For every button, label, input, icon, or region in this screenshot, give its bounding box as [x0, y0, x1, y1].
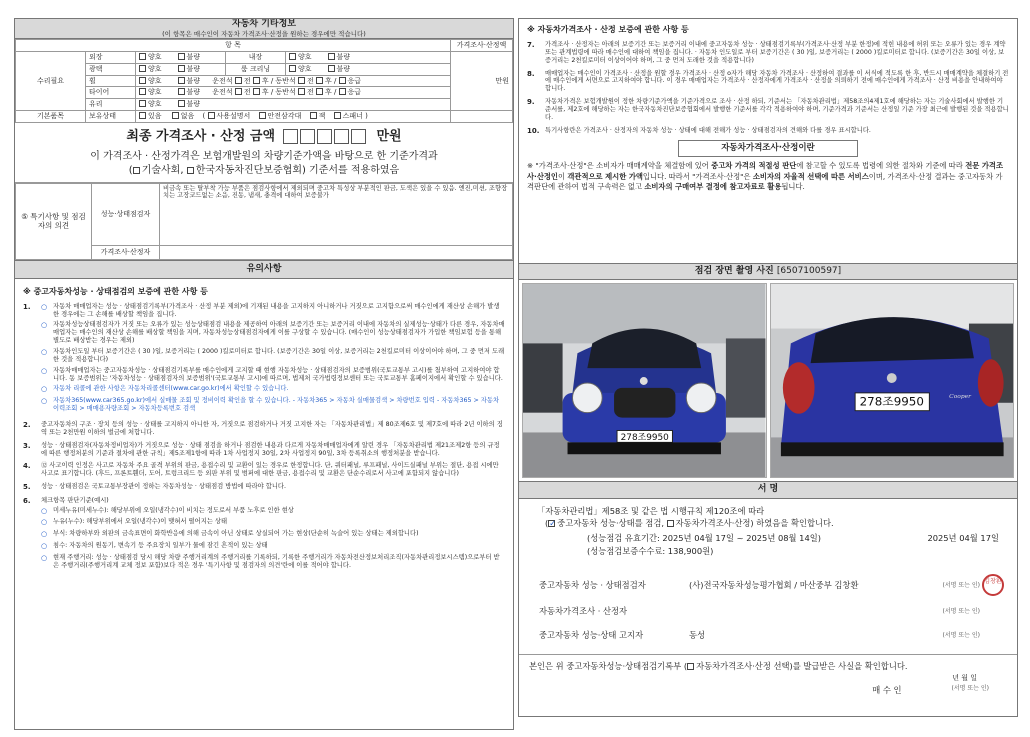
receipt-appraisal-checkbox[interactable]	[687, 663, 694, 670]
appraisal-heading: ※ 자동차가격조사 · 산정 보증에 관한 사항 등	[527, 25, 689, 34]
bullet-icon: ○	[41, 553, 48, 562]
tire-bad-checkbox[interactable]	[178, 88, 185, 95]
wheel-driver-back-checkbox[interactable]	[253, 77, 260, 84]
notice-item-text: ⑫ 사고이력 인정은 사고로 자동차 주요 골격 부위의 판금, 용접수리 및 교환이 있는 경우로 한정합니다. 단, 쿼터패널, 루프패널, 사이드실패널 부위는 절단, 용접 시에만 사고로 표기합니다. (후드, 프론트휀더, 도어, 트렁크리드 등 외판 부위 및 범퍼에 대한 판금, 용접수리 및 교환은 단순수리로서 사고에 포함되지 않습니다)	[41, 462, 499, 478]
appraisal-item	[527, 70, 1009, 94]
engineers-society-label: 기술사회,	[141, 165, 184, 176]
sign-date: 2025년 04월 17일	[927, 533, 999, 544]
special-notes-label: ⑤ 특기사항 및 점검자의 의견	[16, 183, 92, 259]
basic-items-label: 기본품목	[16, 110, 86, 122]
notice-heading: ※ 중고자동차성능 · 상태점검의 보증에 관한 사항 등	[23, 286, 208, 296]
tire-pass-back-checkbox[interactable]	[316, 88, 323, 95]
notice-bullet: 자동차인도일 부터 보증기간은 ( 30 )일, 보증거리는 ( 2000 )킬로미터로 합니다. (보증기간은 30일 이상, 보증거리는 2천킬로미터 이상이어야 하며, 그 중 먼저 도래한 것을 적용합니다)	[53, 348, 505, 363]
car-rear-image	[771, 284, 1014, 477]
driver-seat-label: 운전석	[212, 76, 233, 85]
opt-bad-label: 불량	[186, 88, 201, 97]
notice-body	[15, 279, 513, 582]
seal-text: 김창환	[984, 578, 1002, 586]
bullet-icon: ○	[41, 518, 48, 527]
emergency-label: 응급	[347, 88, 362, 97]
opt-bad-label: 불량	[186, 53, 201, 62]
passenger-seat-label: 동반석	[275, 88, 296, 97]
notice-item-text: 성능 · 상태점검자(자동차정비업자)가 거짓으로 성능 · 상태 점검을 하거나 점검한 내용과 다르게 자동차매매업자에게 알린 경우 「자동차관리법 제21조제2항 등의 규정에 따른 행정처분의 기준과 절차에 관한 규칙」제5조제1항에 따라 1차 사업정지 30일, 2차 사업정지 90일, 3차 등록취소의 행정처분을 받습니다.	[41, 441, 500, 457]
recall-link[interactable]: 자동차 리콜에 관한 사항은 자동차리콜센터(www.car.go.kr)에서 확인할 수 있습니다.	[53, 385, 289, 393]
appraisal-item	[527, 98, 1009, 122]
final-price-label: 최종 가격조사 · 산정 금액	[126, 128, 276, 144]
wheel-pass-back-checkbox[interactable]	[316, 77, 323, 84]
notifier-sign-note: (서명 또는 인)	[942, 631, 980, 639]
photo-code: [6507100597]	[776, 266, 842, 276]
notice-item-num: 5.	[23, 483, 31, 492]
tire-good-checkbox[interactable]	[139, 88, 146, 95]
bullet-icon: ○	[41, 385, 48, 394]
diagnosis-assoc-checkbox[interactable]	[187, 167, 194, 174]
glass-good-checkbox[interactable]	[139, 100, 146, 107]
validity-period: (성능점검 유효기간: 2025년 04월 17일 ~ 2025년 08월 14일)	[587, 533, 821, 544]
bullet-icon: ○	[41, 506, 48, 515]
notice-item	[23, 303, 505, 416]
notice-title: 유의사항	[15, 260, 513, 279]
what-bold: 소비자의 구매여부 결정에 참고자료로 활용	[644, 182, 782, 192]
repair-label: 수리필요	[16, 52, 86, 111]
confirm-performance-label: 중고자동차 성능·상태를 점검,	[557, 518, 664, 529]
triangle-label: 안전삼각대	[267, 111, 302, 120]
row-gloss: 광택	[86, 63, 136, 75]
extra-info-header	[15, 19, 513, 39]
bullet-icon: ○	[41, 397, 48, 406]
notice-item	[23, 483, 505, 492]
notifier-name: 동성	[689, 630, 706, 641]
bullet-icon: ○	[41, 321, 48, 330]
sig-paren: (	[545, 518, 549, 529]
front-label: 전	[306, 88, 314, 97]
back-label: 후 /	[261, 76, 274, 85]
front-plate-text: 278조9950	[620, 433, 669, 444]
front-label: 전	[306, 76, 314, 85]
car-front-photo	[522, 283, 767, 478]
notice-bullet: 침수: 자동차의 원동기, 변속기 등 주요장치 일부가 물에 잠긴 흔적이 있는 상태	[53, 541, 268, 549]
jack-label: 잭	[318, 111, 326, 120]
notice-bullet: 누유(누수): 해당부위에서 오일(냉각수)이 맺혀서 떨어지는 상태	[53, 518, 228, 526]
photo-box	[518, 264, 1018, 482]
appraisal-item-num: 9.	[527, 98, 535, 107]
opt-good-label: 양호	[148, 88, 162, 97]
price-unit: 만원	[451, 52, 513, 111]
row-exterior: 외장	[86, 52, 136, 64]
performance-check-checkbox[interactable]	[548, 520, 555, 527]
final-price-boxes[interactable]	[283, 129, 368, 147]
gloss-bad-checkbox[interactable]	[178, 65, 185, 72]
jack-checkbox[interactable]	[310, 112, 317, 119]
opt-bad-label: 불량	[336, 64, 351, 73]
signature-box	[518, 482, 1018, 717]
basic-no-label: 없음	[180, 111, 195, 120]
what-bold: 객관적으로 제시한 가액	[567, 171, 643, 181]
final-price-unit: 만원	[376, 128, 402, 144]
exterior-good-checkbox[interactable]	[139, 53, 146, 60]
appraisal-item-num: 10.	[527, 126, 540, 135]
bullet-icon: ○	[41, 348, 48, 357]
wheel-pass-front-checkbox[interactable]	[298, 77, 305, 84]
receipt-date: 년 월 일	[952, 673, 977, 682]
opt-bad-label: 불량	[186, 64, 201, 73]
opt-good-label: 양호	[148, 53, 162, 62]
notice-item-text: 중고자동차의 구조 · 장치 등의 성능 · 상태를 고지하지 아니한 자, 거짓으로 점검하거나 거짓 고지한 자는 「자동차관리법」제 80조제6호 및 제7호에 따라 2년 이하의 징역 또는 2천만원 이하의 벌금에 처합니다.	[41, 420, 503, 436]
spanner-label: 스패너 )	[342, 111, 368, 120]
what-text: 이며, 가격조사·산정 결과는 중고자동차 가격판단에 관하여 법적 구속력은 없고	[527, 171, 1003, 192]
what-bold: 소비자의 자율적 선택에 따른 서비스	[752, 171, 869, 181]
row-room-cleaning: 룸 크리닝	[226, 63, 286, 75]
what-bold: 중고차 가격의 적절성 판단	[711, 161, 797, 171]
wheel-driver-front-checkbox[interactable]	[235, 77, 242, 84]
notice-item-num: 1.	[23, 302, 31, 311]
inspector-seal	[982, 574, 1004, 596]
what-is-appraisal-text	[527, 161, 1009, 193]
front-label: 전	[243, 76, 251, 85]
opt-good-label: 양호	[298, 53, 312, 62]
inspector-opinion-text: 비금속 또는 탈부착 가능 부품은 점검사항에서 제외되며 중고차 특성상 부분적인 판금, 도색은 있을 수 있음. 엔진,미션, 조향장치는 고장코드없는 소음, 진동, 냄새, 충격에 대하여 보증불가	[160, 183, 513, 245]
wheel-good-checkbox[interactable]	[139, 77, 146, 84]
confirm-appraisal-label: 자동차가격조사·산정) 하였음을 확인합니다.	[675, 518, 834, 529]
final-price-block	[15, 123, 513, 183]
back-label: 후 /	[324, 88, 337, 97]
cleaning-bad-checkbox[interactable]	[328, 65, 335, 72]
appraiser-opinion-label: 가격조사·산정자	[92, 245, 160, 259]
bullet-icon: ○	[41, 302, 48, 311]
basic-paren-open: (	[202, 111, 208, 120]
what-text: 입니다. 따라서 "가격조사·산정"은	[642, 171, 753, 181]
photo-title	[519, 264, 1017, 280]
front-label: 전	[243, 88, 251, 97]
emergency-label: 응급	[347, 76, 362, 85]
notice-item	[23, 497, 505, 573]
tire-pass-front-checkbox[interactable]	[298, 88, 305, 95]
inspector-sign-note: (서명 또는 인)	[942, 581, 980, 589]
interior-bad-checkbox[interactable]	[328, 53, 335, 60]
opt-good-label: 양호	[148, 76, 162, 85]
receipt-text-b: 자동차가격조사·산정 선택)를 발급받은 사실을 확인합니다.	[696, 661, 908, 672]
gloss-good-checkbox[interactable]	[139, 65, 146, 72]
appraisal-item-text: 자동차가격은 보험개발원이 정한 차량기준가액을 기준가격으로 조사 · 산정 하되, 기준서는 「자동차관리법」제58조의4제1호에 해당하는 자는 기술사회에서 발행한 기준서를, 제2호에 해당하는 자는 한국자동차진단보증협회에서 발행한 기준서를 각각 적용하여야 하며, 기준가격과 기준서는 산정일 기준 가장 최근에 발행된 것을 적용합니다.	[545, 98, 1009, 121]
back-label: 후 /	[324, 76, 337, 85]
notice-item-num: 6.	[23, 496, 31, 505]
notice-item	[23, 442, 505, 458]
tire-driver-front-checkbox[interactable]	[235, 88, 242, 95]
opt-bad-label: 불량	[186, 76, 201, 85]
what-text: 이	[557, 171, 568, 181]
triangle-checkbox[interactable]	[259, 112, 266, 119]
diagnosis-assoc-label: 한국자동차진단보증협회) 기준서를 적용하였음	[195, 165, 400, 176]
notice-bullet: 부식: 차량하부와 외판의 금속표면이 화학반응에 의해 금속이 아닌 상태로 상실되어 가는 현상(단순히 녹슬어 있는 상태는 제외합니다)	[53, 530, 419, 538]
appraiser-opinion-text[interactable]	[160, 245, 513, 259]
notifier-label: 중고자동차 성능·상태 고지자	[539, 630, 644, 641]
row-tire: 타이어	[86, 87, 136, 99]
opt-good-label: 양호	[148, 64, 162, 73]
basic-status-label: 보유상태	[86, 110, 136, 122]
col-price-header: 가격조사·산정액	[451, 40, 513, 52]
car-front-image	[523, 284, 766, 477]
notice-item	[23, 462, 505, 478]
cleaning-good-checkbox[interactable]	[289, 65, 296, 72]
wheel-emergency-checkbox[interactable]	[339, 77, 346, 84]
signature-law: 「자동차관리법」제58조 및 같은 법 시행규칙 제120조에 따라	[537, 505, 765, 516]
appraiser-sign-note: (서명 또는 인)	[942, 607, 980, 615]
bullet-icon: ○	[41, 366, 48, 375]
receipt-text-a: 본인은 위 중고자동차성능·상태점검기록부 (	[529, 661, 688, 672]
photo-title-text: 점검 장면 촬영 사진	[694, 266, 774, 276]
passenger-seat-label: 동반석	[275, 76, 296, 85]
notice-bullet: 자동차성능상태점검자가 거짓 또는 오류가 있는 성능상태점검 내용을 제공하여 아래의 보증기간 또는 보증거리 이내에 자동차의 실제성능·상태가 다른 경우, 자동차매매업자는 매수인의 재산상 손해를 배상할 책임을 지며, 자동차성능상태점검자에게 이를 구상할 수 있습니다. (매수인이 성능상태점검자가 가입한 책임보험 등을 통해 별도로 배상받는 경우는 제외)	[53, 321, 505, 345]
notice-bullet: 현재 주행거리: 성능 · 상태점검 당시 해당 차량 주행거리계의 주행거리를 기록하되, 기록한 주행거리가 자동차전산정보처리조직(자동차관리정보시스템)으로부터 받은 주행거리(주행거리계 교체 정보 포함)보다 적은 경우 '특기사항 및 점검자의 의견'란에 이를 적어야 합니다.	[53, 553, 500, 569]
wheel-bad-checkbox[interactable]	[178, 77, 185, 84]
buyer-label: 매 수 인	[872, 685, 902, 696]
driver-seat-label: 운전석	[212, 88, 233, 97]
rear-badge-text: Cooper	[948, 393, 971, 401]
notice-bullet: 자동차 매매업자는 성능 · 상태점검기록부(가격조사 · 산정 부분 제외)에 기재된 내용을 고지하지 아니하거나 거짓으로 고지함으로써 매수인에게 재산상 손해가 발생한 경우에는 그 손해를 배상할 책임을 집니다.	[53, 302, 500, 318]
appraisal-item-text: 가격조사 · 산정자는 아래의 보증기간 또는 보증거리 이내에 중고자동차 성능 · 상태점검기록부(가격조사·산정 부분 한정)에 적힌 내용에 허위 또는 오류가 있는 경우 계약 또는 관계법령에 따라 매수인에 대하여 책임을 집니다. · 자동차 인도일로 부터 보증기간은 ( 30 )일, 보증거리는 ( 2000 )킬로미터로 합니다. (보증기간은 30일 이상, 보증거리는 2천킬로미터 이상이어야 하며, 그 중 먼저 도래한 것을 적용합니다)	[545, 41, 1006, 64]
row-glass: 유리	[86, 99, 136, 111]
signature-title: 서 명	[519, 482, 1017, 498]
opt-bad-label: 불량	[186, 100, 201, 109]
glass-bad-checkbox[interactable]	[178, 100, 185, 107]
tire-driver-back-checkbox[interactable]	[253, 88, 260, 95]
engineers-society-checkbox[interactable]	[133, 167, 140, 174]
basic-yes-label: 있음	[148, 111, 162, 120]
final-price-note: 이 가격조사 · 산정가격은 보험개발원의 차량기준가액을 바탕으로 한 기준가격과	[90, 150, 438, 162]
notice-item-num: 3.	[23, 441, 31, 450]
bullet-icon: ○	[41, 530, 48, 539]
interior-good-checkbox[interactable]	[289, 53, 296, 60]
what-text: ※ "가격조사·산정"은 소비자가 매매계약을 체결함에 있어	[527, 161, 712, 171]
appraisal-item	[527, 127, 1009, 136]
what-bold: 전문 가격조사·산정인	[527, 161, 1004, 181]
basic-yes-checkbox[interactable]	[139, 112, 146, 119]
notice-item-text: 성능 · 상태점검은 국토교통부장관이 정하는 자동차성능 · 상태점검 방법에 따라야 합니다.	[41, 483, 287, 491]
appraisal-item-num: 7.	[527, 41, 535, 49]
inspector-opinion-label: 성능·상태점검자	[92, 183, 160, 245]
car-rear-photo	[770, 283, 1015, 478]
left-column	[14, 18, 514, 730]
notice-bullet: 자동차매매업자는 중고자동차성능 · 상태점검기록부를 매수인에게 고지할 때 현행 자동차성능 · 상태점검자의 보증범위(국토교통부 고시)를 첨부하여 고지하여야 합니다. 동 보증범위는 '자동차성능 · 상태점검자의 보증범위'(국토교통부 고시)에 따르며, 법제처 국가법령정보센터 또는 국토교통부 홈페이지에서 확인할 수 있습니다.	[53, 366, 503, 382]
tire-emergency-checkbox[interactable]	[339, 88, 346, 95]
spanner-checkbox[interactable]	[334, 112, 341, 119]
appraisal-item-text: 매매업자는 매수인이 가격조사 · 산정을 원할 경우 가격조사 · 산정 o자가 해당 자동차 가격조사 · 산정하여 결과를 이 서식에 적도록 한 후, 반드시 매매계약을 체결하기 전에 매수인에게 서면으로 고지하여야 합니다. 이 경우 매매업자는 가격조사 · 산정자에게 가격조사 · 산정을 의뢰하기 전에 매수인에게 가격조사 · 산정 비용을 안내하여야 합니다.	[545, 69, 1009, 93]
notice-bullet: 미세누유(미세누수): 해당부위에 오일(냉각수)이 비치는 정도로서 부품 노후로 인한 현상	[53, 506, 294, 514]
what-text: 됩니다.	[781, 182, 805, 192]
buyer-sign-note: (서명 또는 인)	[951, 685, 989, 693]
appraisal-guarantee-box	[518, 18, 1018, 264]
appraisal-item-num: 8.	[527, 69, 535, 78]
row-interior: 내장	[226, 52, 286, 64]
special-notes-table	[15, 183, 513, 260]
col-item-header: 항 목	[16, 40, 451, 52]
final-paren: (	[128, 165, 133, 176]
what-is-appraisal-title: 자동차가격조사·산정이란	[678, 140, 858, 157]
guarantee-fee: (성능점검보증수수료: 138,900원)	[587, 546, 714, 557]
bullet-icon: ○	[41, 541, 48, 550]
opt-good-label: 양호	[148, 100, 162, 109]
appraisal-check-checkbox[interactable]	[667, 520, 674, 527]
notice-item-num: 4.	[23, 462, 31, 471]
appraiser-label: 자동차가격조사 · 산정자	[539, 606, 628, 617]
manual-checkbox[interactable]	[208, 112, 215, 119]
opt-bad-label: 불량	[336, 53, 351, 62]
extra-info-title: 자동차 기타정보	[232, 19, 296, 29]
opt-good-label: 양호	[298, 64, 312, 73]
extra-info-table	[15, 39, 513, 122]
rear-plate-text: 278조9950	[859, 394, 924, 409]
what-text: 에 참고할 수 있도록 법령에 의한 절차와 기준에 따라	[796, 161, 966, 171]
notice-item-text: 체크항목 판단기준(예시)	[41, 496, 109, 504]
exterior-bad-checkbox[interactable]	[178, 53, 185, 60]
basic-no-checkbox[interactable]	[172, 112, 179, 119]
notice-item	[23, 421, 505, 437]
row-wheel: 휠	[86, 75, 136, 87]
appraisal-item	[527, 41, 1009, 65]
appraisal-item-text: 특기사항란은 가격조사 · 산정자의 자동차 성능 · 상태에 대해 전해가 성능 · 상태점검자의 견해와 다를 경우 표시합니다.	[545, 126, 871, 134]
extra-info-subtitle: (이 항목은 매수인이 자동차 가격조사·산정을 원하는 경우에만 적습니다)	[162, 30, 366, 39]
car365-link[interactable]: 자동차365(www.car365.go.kr)에서 실매물 조회 및 정비이력 확인을 할 수 있습니다. - 자동차365 > 자동차 실매물검색 > 차량번호 입력 - 자동차365 > 자동차 이력조회 > 매매용자량조회 > 자동차등록번호 검색	[53, 397, 500, 413]
manual-label: 사용설명서	[216, 111, 251, 120]
right-column	[518, 18, 1018, 730]
inspector-label: 중고자동차 성능 · 상태점검자	[539, 580, 646, 591]
notice-item-num: 2.	[23, 420, 31, 429]
inspector-name: (사)전국자동차성능평가협회 / 마산중부 김창환	[689, 580, 859, 591]
back-label: 후 /	[261, 88, 274, 97]
